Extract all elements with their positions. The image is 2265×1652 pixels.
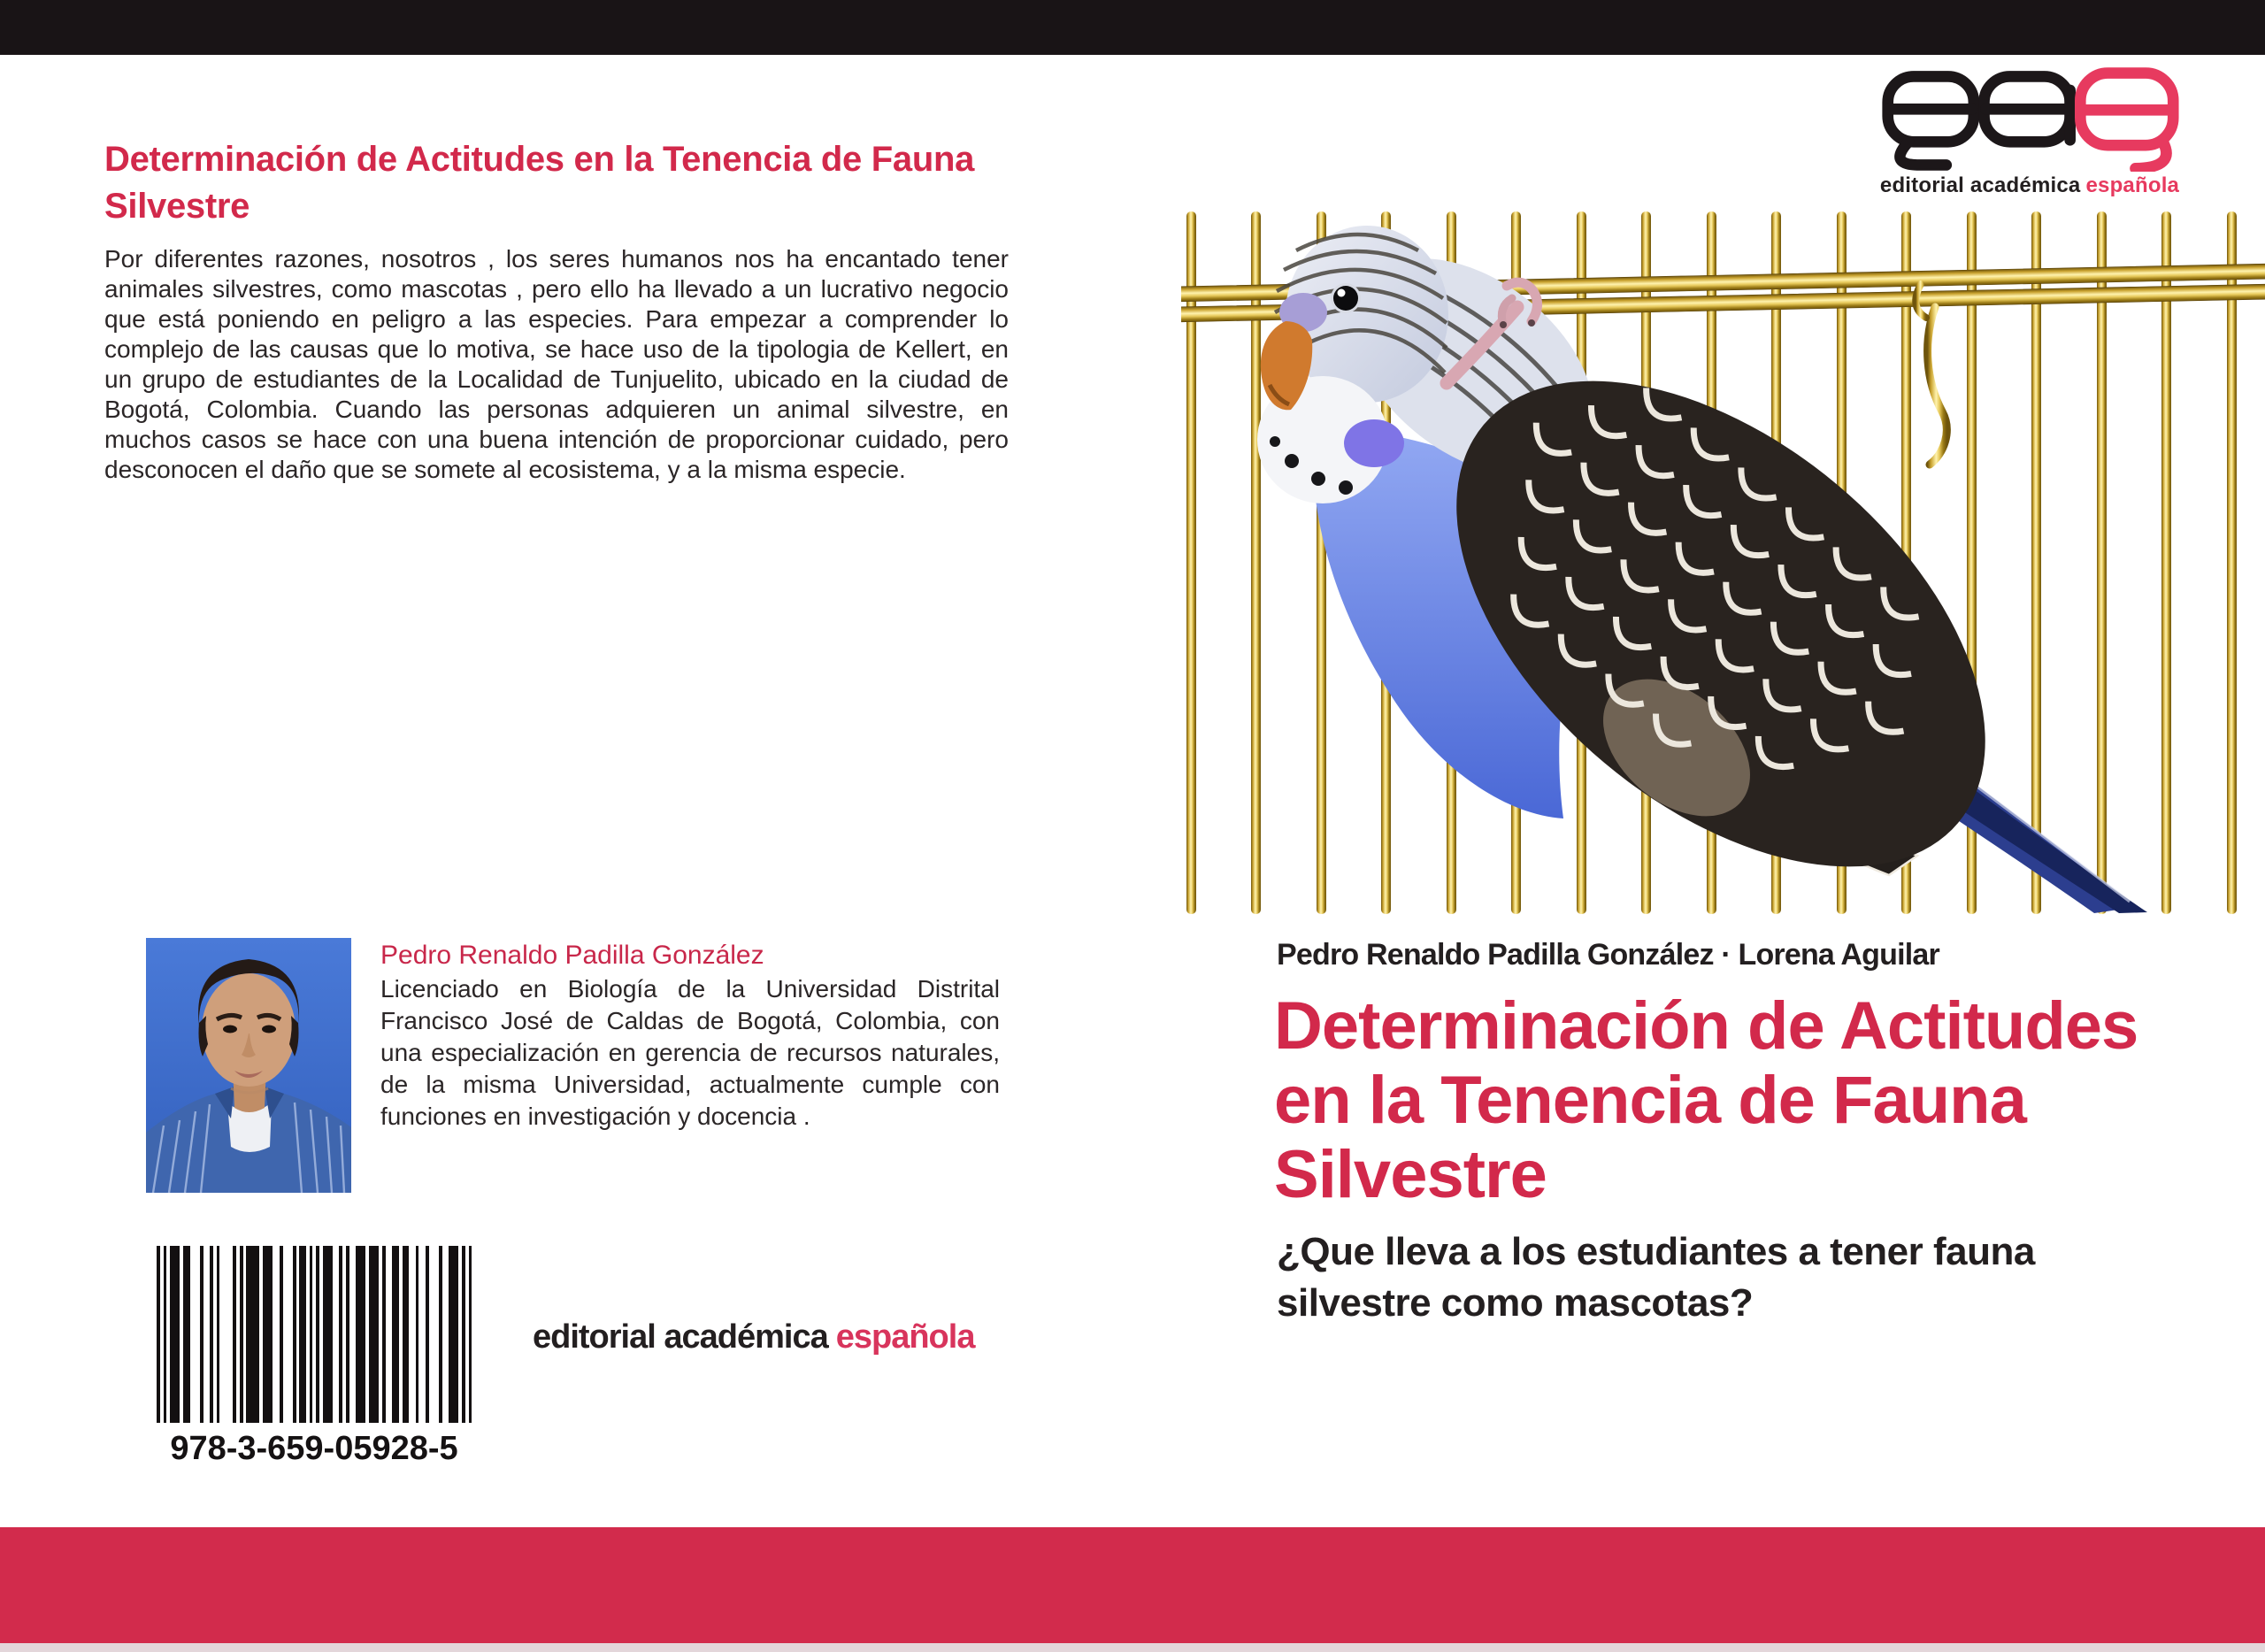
eae-tagline-black: editorial académica xyxy=(1879,173,2081,197)
bird-throat-spot xyxy=(1285,454,1299,468)
bottom-red-band xyxy=(0,1527,2265,1643)
eae-logo-mark xyxy=(1879,67,2180,172)
front-cover-subtitle: ¿Que lleva a los estudiantes a tener fauna silvestre como mascotas? xyxy=(1277,1230,2035,1325)
bird-throat-spot xyxy=(1339,480,1353,495)
publisher-name-line xyxy=(533,1318,974,1356)
bird-eye-highlight xyxy=(1338,289,1346,297)
portrait-face xyxy=(202,973,296,1087)
back-cover-title: Determinación de Actitudes en la Tenencia de Fauna Silvestre xyxy=(104,140,975,226)
publisher-name-black: editorial académica xyxy=(533,1318,828,1356)
bird-violet-cheek-patch xyxy=(1344,419,1404,467)
budgerigar-cage-illustration xyxy=(1181,199,2265,914)
back-cover-synopsis: Por diferentes razones, nosotros , los seres humanos nos ha encantado tener animales silvestres, como mascotas , pero ello ha llevado a un lucrativo negocio que está poniendo en peligro a las especies. Para empezar a comprender lo complejo de las causas que lo motiva, se hace uso de la tipologia de Kellert, en un grupo de estudiantes de la Localidad de Tunjuelito, ubicado en la ciudad de Bogotá, Colombia. Cuando las personas adquieren un animal silvestre, en muchos casos se hace con una buena intención de proporcionar cuidado, pero desconocen el daño que se somete al ecosistema, y a la misma especie. xyxy=(104,245,1009,483)
bird-throat-spot xyxy=(1270,436,1280,447)
bottom-edge-strip xyxy=(0,1643,2265,1652)
bird-claw xyxy=(1528,319,1535,327)
eae-logo-tagline xyxy=(1872,173,2187,198)
barcode-bars xyxy=(157,1246,472,1423)
isbn-number: 978-3-659-05928-5 xyxy=(170,1430,458,1467)
bird-throat-spot xyxy=(1311,472,1325,486)
bird-eye xyxy=(1333,286,1358,311)
author-bio-block xyxy=(380,938,1000,1133)
author-bio: Licenciado en Biología de la Universidad Distrital Francisco José de Caldas de Bogotá, Colombia, con una especialización en gerencia de recursos naturales, de la misma Universidad, actualmente cumple con funciones en investigación y docencia . xyxy=(380,975,1000,1130)
barcode-bar xyxy=(469,1246,472,1423)
portrait-eye-right xyxy=(262,1026,276,1033)
author-name: Pedro Renaldo Padilla González xyxy=(380,941,764,970)
isbn-barcode-block xyxy=(157,1246,472,1468)
portrait-eye-left xyxy=(223,1026,237,1033)
author-photo xyxy=(146,938,351,1193)
publisher-name-red: española xyxy=(835,1318,975,1356)
eae-tagline-red: española xyxy=(2085,173,2180,197)
publisher-logo xyxy=(1872,67,2187,198)
cage-wire-hook xyxy=(1928,307,1947,465)
author-portrait-image xyxy=(146,938,351,1193)
bird-claw xyxy=(1500,321,1507,328)
front-cover-title: Determinación de Actitudes en la Tenencia de Fauna Silvestre xyxy=(1274,988,2138,1212)
front-cover-authors: Pedro Renaldo Padilla González · Lorena Aguilar xyxy=(1277,938,1939,972)
top-black-bar xyxy=(0,0,2265,55)
cover-photo-budgerigar-in-cage xyxy=(1181,199,2265,914)
